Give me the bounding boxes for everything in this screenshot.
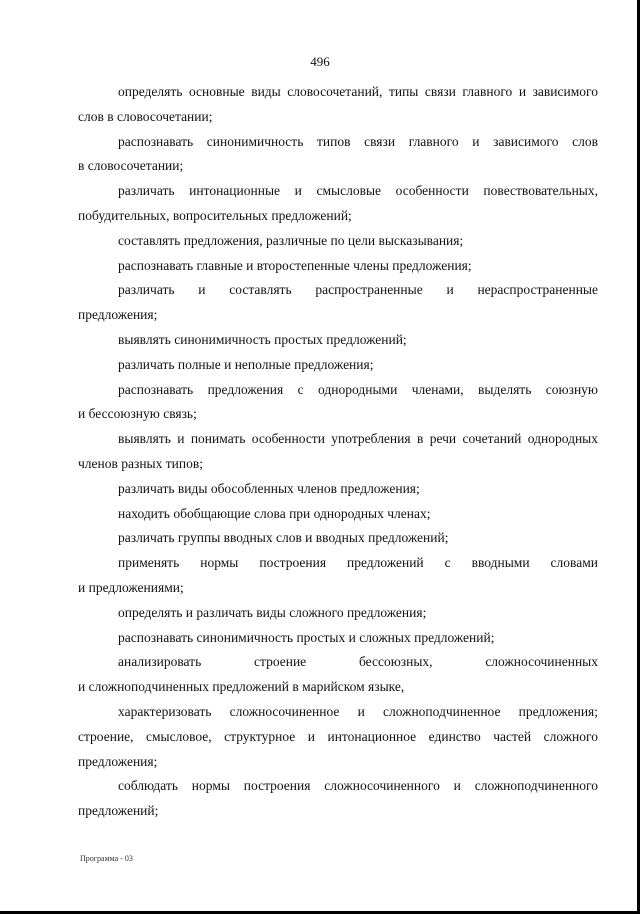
paragraph-continuation: и сложноподчиненных предложений в марийском языке,: [78, 679, 405, 695]
paragraph-first-line: выявлять и понимать особенности употребления в речи сочетаний однородных: [118, 431, 598, 447]
paragraph-continuation: и бессоюзную связь;: [78, 406, 197, 422]
paragraph-first-line: соблюдать нормы построения сложносочиненного и сложноподчиненного: [118, 778, 598, 794]
paragraph-first-line: применять нормы построения предложений с вводными словами: [118, 555, 598, 571]
paragraph-first-line: различать и составлять распространенные и нераспространенные: [118, 282, 598, 298]
paragraph-first-line: распознавать синонимичность типов связи главного и зависимого слов: [118, 133, 598, 149]
paragraph: [78, 130, 598, 180]
paragraph-first-line: определять основные виды словосочетаний, типы связи главного и зависимого: [118, 84, 598, 99]
document-body: [78, 80, 598, 824]
paragraph: [78, 774, 598, 824]
paragraph: [78, 427, 598, 477]
paragraph-first-line: различать интонационные и смысловые особенности повествовательных,: [118, 183, 598, 199]
paragraph: распознавать синонимичность простых и сложных предложений;: [118, 629, 495, 645]
paragraph: различать группы вводных слов и вводных предложений;: [118, 530, 449, 546]
paragraph: выявлять синонимичность простых предложений;: [118, 331, 407, 347]
paragraph-continuation: предложения;: [78, 307, 158, 323]
paragraph-first-line: характеризовать сложносочиненное и сложноподчиненное предложения;: [118, 703, 598, 719]
paragraph: различать полные и неполные предложения;: [118, 356, 374, 372]
paragraph: [78, 80, 598, 130]
paragraph: [78, 378, 598, 428]
paragraph-first-line: распознавать предложения с однородными членами, выделять союзную: [118, 381, 598, 397]
paragraph: распознавать главные и второстепенные члены предложения;: [118, 257, 472, 273]
paragraph: составлять предложения, различные по цели высказывания;: [118, 232, 464, 248]
paragraph: [78, 179, 598, 229]
paragraph: находить обобщающие слова при однородных членах;: [118, 505, 431, 521]
paragraph: [78, 650, 598, 700]
page-number: 496: [310, 54, 330, 69]
paragraph-continuation: слов в словосочетании;: [78, 108, 213, 124]
paragraph: определять и различать виды сложного предложения;: [118, 604, 427, 620]
paragraph-continuation: строение, смысловое, структурное и интонационное единство частей сложного предложения;: [78, 728, 598, 769]
paragraph: [78, 278, 598, 328]
footer-label: Программа - 03: [80, 854, 133, 863]
paragraph: [78, 551, 598, 601]
paragraph-continuation: и предложениями;: [78, 579, 184, 595]
paragraph-continuation: побудительных, вопросительных предложений;: [78, 207, 352, 223]
paragraph-first-line: анализировать строение бессоюзных, сложносочиненных: [118, 654, 598, 670]
paragraph: [78, 700, 598, 774]
paragraph-continuation: в словосочетании;: [78, 158, 184, 174]
paragraph-continuation: предложений;: [78, 803, 159, 819]
paragraph-continuation: членов разных типов;: [78, 455, 203, 471]
paragraph: различать виды обособленных членов предложения;: [118, 480, 420, 496]
